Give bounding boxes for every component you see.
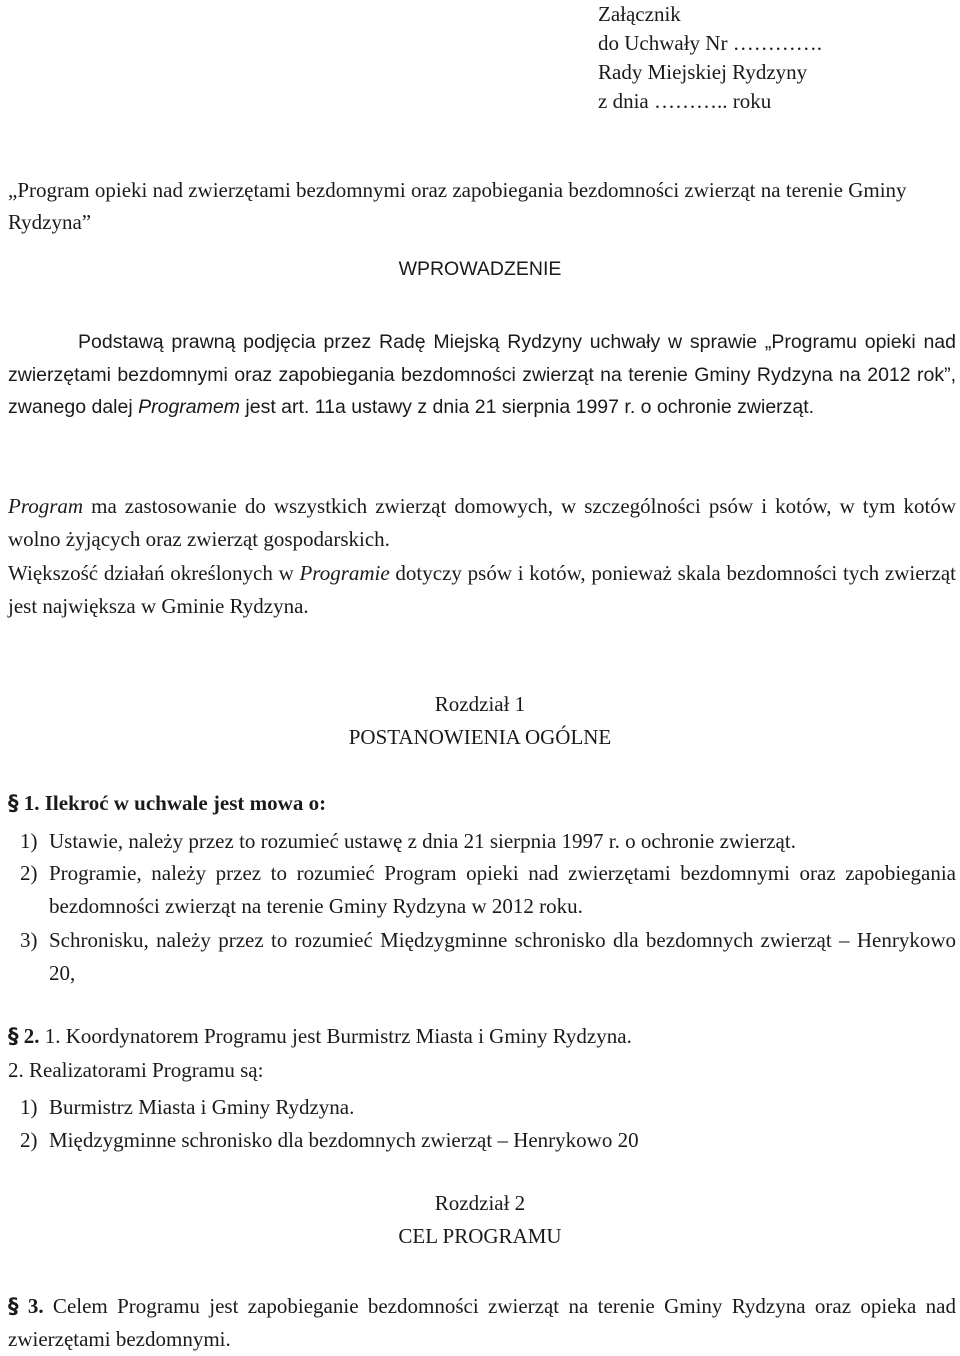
chapter-2-label: Rozdział 2 (434, 1191, 526, 1215)
section-3-text: Celem Programu jest zapobieganie bezdomności zwierząt na terenie Gminy Rydzyna oraz opieka nad zwierzętami bezdomnymi. (8, 1294, 956, 1351)
attachment-line-3: Rady Miejskiej Rydzyny (598, 60, 808, 84)
list-item-number: 1) (20, 829, 38, 853)
list-item (20, 1124, 956, 1157)
intro-text-end: jest art. 11a ustawy z dnia 21 sierpnia 1997 r. o ochronie zwierząt. (239, 396, 815, 418)
chapter-2-title: CEL PROGRAMU (398, 1224, 562, 1248)
attachment-line-1: Załącznik (598, 2, 681, 26)
list-item-text: Ustawie, należy przez to rozumieć ustawę z dnia 21 sierpnia 1997 r. o ochronie zwierząt. (49, 829, 796, 853)
intro-paragraph (8, 326, 956, 424)
paragraph-majority (8, 557, 956, 623)
attachment-line-4: z dnia ……….. roku (598, 89, 772, 113)
section-mark: § (8, 1024, 19, 1048)
section-3-paragraph (8, 1290, 956, 1356)
intro-indent (8, 331, 78, 353)
list-item (20, 924, 956, 990)
list-item-number: 2) (20, 1128, 38, 1152)
list-item-text: Schronisku, należy przez to rozumieć Międzygminne schronisko dla bezdomnych zwierząt – Henrykowo 20, (49, 928, 956, 985)
section-mark: § (8, 791, 19, 815)
chapter-1-title: POSTANOWIENIA OGÓLNE (348, 725, 612, 749)
chapter-1-label: Rozdział 1 (434, 692, 526, 716)
list-item (20, 857, 956, 923)
intro-text-italic: Programem (138, 396, 240, 418)
list-item-text: Programie, należy przez to rozumieć Program opieki nad zwierzętami bezdomnymi oraz zapobiegania bezdomności zwierząt na terenie Gminy Rydzyna w 2012 roku. (49, 861, 956, 918)
paragraph-scope-text: ma zastosowanie do wszystkich zwierząt domowych, w szczególności psów i kotów, w tym kotów wolno żyjących oraz zwierząt gospodarskich. (8, 494, 956, 551)
paragraph-scope-italic: Program (8, 494, 84, 518)
list-item-number: 3) (20, 928, 38, 952)
section-3-number: 3. (27, 1294, 44, 1318)
list-item-text: Międzygminne schronisko dla bezdomnych zwierząt – Henrykowo 20 (49, 1128, 639, 1152)
list-item-number: 2) (20, 861, 38, 885)
section-1-heading (8, 791, 326, 815)
intro-text: Podstawą prawną podjęcia przez Radę Miejską Rydzyny uchwały w sprawie „Programu opieki nad zwierzętami bezdomnymi oraz zapobiegania bezdomności zwierząt na terenie Gminy Rydzyna na 2012 rok”, zwanego dalej (8, 331, 956, 418)
document-title: „Program opieki nad zwierzętami bezdomnymi oraz zapobiegania bezdomności zwierząt na terenie Gminy Rydzyna” (8, 178, 907, 234)
section-mark: § (8, 1294, 19, 1318)
attachment-header (598, 0, 958, 116)
list-item-number: 1) (20, 1095, 38, 1119)
list-item (20, 1091, 956, 1124)
section-2-number: 2. (23, 1024, 40, 1048)
attachment-line-2: do Uchwały Nr …………. (598, 31, 822, 55)
intro-heading: WPROWADZENIE (398, 258, 562, 280)
section-1-head-text: 1. Ilekroć w uchwale jest mowa o: (23, 791, 327, 815)
paragraph-majority-start: Większość działań określonych w (8, 561, 300, 585)
list-item-text: Burmistrz Miasta i Gminy Rydzyna. (49, 1095, 355, 1119)
section-2-text: 1. Koordynatorem Programu jest Burmistrz Miasta i Gminy Rydzyna. (39, 1024, 632, 1048)
section-2-line-1 (8, 1024, 632, 1048)
list-item (20, 825, 956, 858)
paragraph-majority-end: dotyczy psów i kotów, ponieważ skala bezdomności tych zwierząt jest największa w Gminie Rydzyna. (8, 561, 956, 618)
paragraph-majority-italic: Programie (299, 561, 390, 585)
section-2-line-2: 2. Realizatorami Programu są: (8, 1058, 264, 1082)
paragraph-scope (8, 490, 956, 556)
